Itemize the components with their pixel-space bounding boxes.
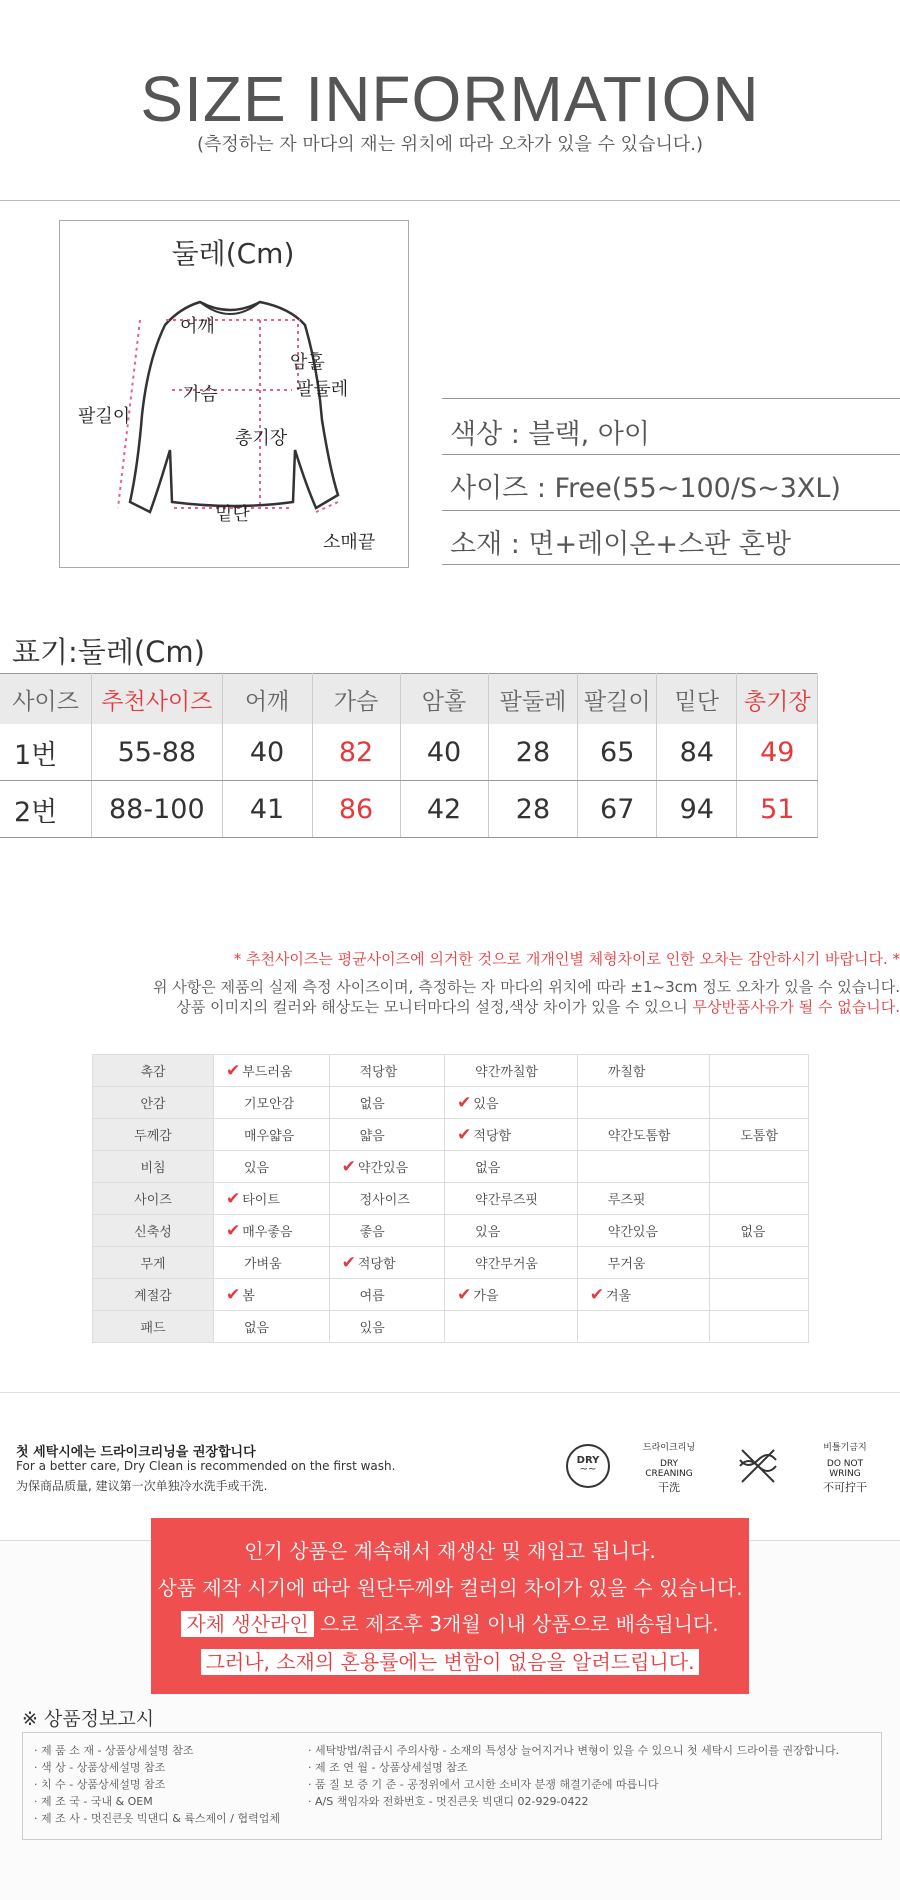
dry-cleaning-en2: CREANING [645,1469,693,1479]
fabric-attribute: 패드 [93,1311,214,1343]
check-icon: ✔ [457,1092,472,1113]
dry-cleaning-ko: 드라이크리닝 [642,1443,696,1453]
label-chest: 가슴 [183,384,218,405]
fabric-option [710,1311,809,1343]
fabric-attribute: 신축성 [93,1215,214,1247]
page-subtitle: (측정하는 자 마다의 재는 위치에 따라 오차가 있을 수 있습니다.) [197,134,703,155]
fabric-option-label: 매우좋음 [242,1224,293,1240]
info-row: · 제 조 연 월 - 상품상세설명 참조 [308,1761,468,1774]
shirt-illustration [110,290,350,530]
cell: 2번 [0,781,92,838]
info-row: · 제 조 사 - 멋진큰옷 빅댄디 & 륙스제이 / 협력업체 [34,1812,280,1825]
page-title: SIZE INFORMATION [140,63,760,135]
fabric-attribute: 계절감 [93,1279,214,1311]
size-table [0,673,818,838]
fabric-option [329,1279,445,1311]
check-icon: ✔ [341,1156,356,1177]
fabric-option-label: 없음 [475,1161,501,1176]
label-hem: 밑단 [215,504,250,525]
fabric-option [445,1279,578,1311]
info-row: · 색 상 - 상품상세설명 참조 [34,1761,166,1774]
check-icon: ✔ [341,1252,356,1273]
fabric-option [577,1087,710,1119]
fabric-row [93,1311,809,1343]
th-shoulder: 어깨 [222,674,312,725]
care-chinese: 为保商品质量, 建议第一次单独冷水洗手或干洗. [16,1479,268,1493]
fabric-option [214,1055,330,1087]
no-wring-zh: 不可拧干 [823,1481,867,1494]
fabric-option [710,1279,809,1311]
info-row: · 제 조 국 - 국내 & OEM [34,1795,153,1808]
fabric-row [93,1119,809,1151]
fabric-option [710,1119,809,1151]
cell: 40 [400,724,488,781]
fabric-option-label: 약간무거움 [475,1257,538,1272]
label-sleeve-length: 팔길이 [78,406,131,427]
notice-line-3-text: 으로 제조후 3개월 이내 상품으로 배송됩니다. [313,1612,719,1636]
dry-icon [566,1444,610,1488]
fabric-row [93,1055,809,1087]
fabric-table [92,1054,809,1343]
info-row: · 제 품 소 재 - 상품상세설명 참조 [34,1744,194,1757]
fabric-option [214,1279,330,1311]
care-english: For a better care, Dry Clean is recommended on the first wash. [16,1459,396,1473]
fabric-option-label: 약간있음 [607,1225,658,1240]
info-row: · 세탁방법/취급시 주의사항 - 소재의 특성상 늘어지거나 변형이 있을 수 있으니 첫 세탁시 드라이를 권장합니다. [308,1744,840,1757]
fabric-option-label: 없음 [359,1097,385,1112]
check-icon: ✔ [589,1284,605,1305]
fabric-option [214,1119,330,1151]
fabric-option [445,1183,578,1215]
fabric-option [710,1183,809,1215]
th-size: 사이즈 [0,674,92,725]
cell: 42 [400,781,488,838]
fabric-option [445,1151,578,1183]
fabric-option [214,1215,330,1247]
fabric-option-label: 얇음 [359,1129,385,1144]
fabric-option-label: 까칠함 [607,1065,646,1080]
do-not-wring-label [812,1440,878,1495]
fabric-option [329,1311,445,1343]
note-measurement: 위 사항은 제품의 실제 측정 사이즈이며, 측정하는 자 마다의 위치에 따라 ±1~3cm 정도 오차가 있을 수 있습니다. [152,978,900,996]
table-row [0,724,818,781]
notice-own-production-highlight: 자체 생산라인 [181,1611,313,1637]
cell: 94 [657,781,737,838]
spec-divider [442,510,900,511]
no-wring-icon [736,1446,780,1486]
size-table-header [0,674,818,725]
cell: 65 [578,724,657,781]
divider [0,1392,900,1393]
dry-cleaning-icon [636,1440,702,1495]
cell: 1번 [0,724,92,781]
notice-line-1: 인기 상품은 계속해서 재생산 및 재입고 됩니다. [244,1539,656,1563]
fabric-option-label: 부드러움 [242,1064,293,1080]
fabric-attribute: 안감 [93,1087,214,1119]
fabric-option [214,1087,330,1119]
cell: 40 [222,724,312,781]
table-row [0,781,818,838]
label-shoulder: 어깨 [180,316,215,337]
th-armhole: 암홀 [400,674,488,725]
note-no-return: 무상반품사유가 될 수 없습니다. [692,998,900,1016]
label-total-length: 총기장 [235,428,288,449]
check-icon: ✔ [457,1124,472,1145]
fabric-option-label: 있음 [359,1321,385,1336]
fabric-row [93,1279,809,1311]
cell: 51 [737,781,818,838]
fabric-row [93,1087,809,1119]
cell: 84 [657,724,737,781]
cell: 86 [312,781,400,838]
label-armhole: 암홀 [290,352,325,373]
label-arm-circumference: 팔둘레 [296,379,349,400]
fabric-option-label: 겨울 [606,1288,632,1304]
fabric-option [445,1247,578,1279]
fabric-row [93,1215,809,1247]
fabric-option [445,1215,578,1247]
fabric-option-label: 정사이즈 [359,1193,410,1208]
fabric-option-label: 도톰함 [740,1129,779,1144]
fabric-option-label: 좋음 [359,1225,385,1240]
fabric-option [329,1247,445,1279]
no-wring-en1: DO NOT [826,1459,864,1469]
fabric-row [93,1151,809,1183]
cell: 49 [737,724,818,781]
fabric-option-label: 약간있음 [357,1160,409,1176]
fabric-option [710,1215,809,1247]
check-icon: ✔ [226,1220,241,1241]
fabric-option-label: 루즈핏 [607,1193,646,1208]
fabric-option-label: 없음 [244,1321,270,1336]
check-icon: ✔ [226,1188,241,1209]
fabric-option [445,1055,578,1087]
notice-line-3 [151,1608,749,1637]
cell: 28 [488,724,578,781]
cell: 88-100 [92,781,223,838]
notice-line-2: 상품 제작 시기에 따라 원단두께와 컬러의 차이가 있을 수 있습니다. [157,1576,743,1600]
notice-material-highlight: 그러나, 소재의 혼용률에는 변함이 없음을 알려드립니다. [201,1649,700,1675]
fabric-option-label: 봄 [242,1288,255,1304]
fabric-option-label: 있음 [473,1096,499,1112]
fabric-option-label: 있음 [475,1225,501,1240]
note-color [176,996,900,1017]
no-wring-en2: WRING [829,1469,861,1479]
spec-divider [442,564,900,565]
check-icon: ✔ [226,1060,241,1081]
fabric-option-label: 기모안감 [244,1097,295,1112]
check-icon: ✔ [457,1284,472,1305]
info-row: · 품 질 보 증 기 준 - 공정위에서 고시한 소비자 분쟁 해결기준에 따릅니다 [308,1778,659,1791]
fabric-option-label: 있음 [244,1161,270,1176]
wave-glyph: ~~ [579,1464,597,1475]
product-info-right [308,1742,878,1810]
fabric-option [577,1119,710,1151]
th-arm-circ: 팔둘레 [488,674,578,725]
fabric-option [214,1247,330,1279]
fabric-attribute: 사이즈 [93,1183,214,1215]
info-row: · A/S 책임자와 전화번호 - 멋진큰옷 빅댄디 02-929-0422 [308,1795,589,1808]
cell: 67 [578,781,657,838]
product-info-left [34,1742,294,1827]
fabric-option [445,1087,578,1119]
dry-icon-text: DRY [576,1455,600,1466]
spec-material: 소재 : 면+레이온+스판 혼방 [450,529,791,560]
spec-size: 사이즈 : Free(55~100/S~3XL) [450,473,841,504]
cell: 28 [488,781,578,838]
fabric-option-label: 타이트 [242,1192,280,1208]
fabric-option [445,1311,578,1343]
diagram-title: 둘레(Cm) [171,237,295,270]
note-color-text: 상품 이미지의 컬러와 해상도는 모니터마다의 설정,색상 차이가 있을 수 있으니 [176,998,693,1016]
fabric-option [710,1247,809,1279]
info-row: · 치 수 - 상품상세설명 참조 [34,1778,166,1791]
fabric-option [577,1311,710,1343]
fabric-option [214,1311,330,1343]
notice-line-4 [151,1646,749,1675]
fabric-option-label: 가을 [473,1288,499,1304]
fabric-option [329,1183,445,1215]
dry-cleaning-en1: DRY [659,1459,679,1469]
cell: 41 [222,781,312,838]
th-sleeve: 팔길이 [578,674,657,725]
fabric-option-label: 약간까칠함 [475,1065,538,1080]
th-hem: 밑단 [657,674,737,725]
spec-divider [442,398,900,399]
divider [0,200,900,201]
fabric-row [93,1183,809,1215]
spec-color: 색상 : 블랙, 아이 [450,419,650,450]
fabric-option-label: 적당함 [359,1065,398,1080]
fabric-option [710,1055,809,1087]
fabric-option-label: 적당함 [357,1256,396,1272]
fabric-attribute: 무게 [93,1247,214,1279]
label-cuff: 소매끝 [323,532,376,553]
fabric-option-label: 무거움 [607,1257,646,1272]
fabric-attribute: 두께감 [93,1119,214,1151]
fabric-option [214,1151,330,1183]
fabric-option-label: 약간루즈핏 [475,1193,538,1208]
th-total-length: 총기장 [737,674,818,725]
fabric-option [577,1183,710,1215]
fabric-option-label: 매우얇음 [244,1129,295,1144]
fabric-option [710,1087,809,1119]
fabric-option [577,1279,710,1311]
dry-cleaning-zh: 干洗 [658,1481,680,1494]
th-chest: 가슴 [312,674,400,725]
fabric-option [329,1215,445,1247]
care-korean: 첫 세탁시에는 드라이크리닝을 권장합니다 [16,1445,256,1460]
fabric-option-label: 약간도톰함 [607,1129,671,1144]
fabric-attribute: 촉감 [93,1055,214,1087]
fabric-option-label: 적당함 [473,1128,512,1144]
fabric-option [577,1055,710,1087]
cell: 82 [312,724,400,781]
fabric-option [329,1055,445,1087]
fabric-option [214,1183,330,1215]
fabric-row [93,1247,809,1279]
fabric-option [577,1151,710,1183]
fabric-option [710,1151,809,1183]
fabric-option [577,1247,710,1279]
spec-divider [442,454,900,455]
fabric-option [577,1215,710,1247]
product-info-title: ※ 상품정보고시 [22,1708,155,1730]
fabric-option [329,1119,445,1151]
fabric-option [329,1151,445,1183]
fabric-option-label: 가벼움 [244,1257,282,1272]
th-recommended: 추천사이즈 [92,674,223,725]
fabric-attribute: 비침 [93,1151,214,1183]
size-table-caption: 표기:둘레(Cm) [12,635,205,669]
fabric-option [329,1087,445,1119]
fabric-option-label: 여름 [359,1289,385,1304]
cell: 55-88 [92,724,223,781]
check-icon: ✔ [226,1284,241,1305]
no-wring-ko: 비틀기금지 [823,1443,867,1453]
fabric-option [445,1119,578,1151]
note-recommended-size: * 추천사이즈는 평균사이즈에 의거한 것으로 개개인별 체형차이로 인한 오차는 감안하시기 바랍니다. * [233,950,900,968]
fabric-option-label: 없음 [740,1225,766,1240]
